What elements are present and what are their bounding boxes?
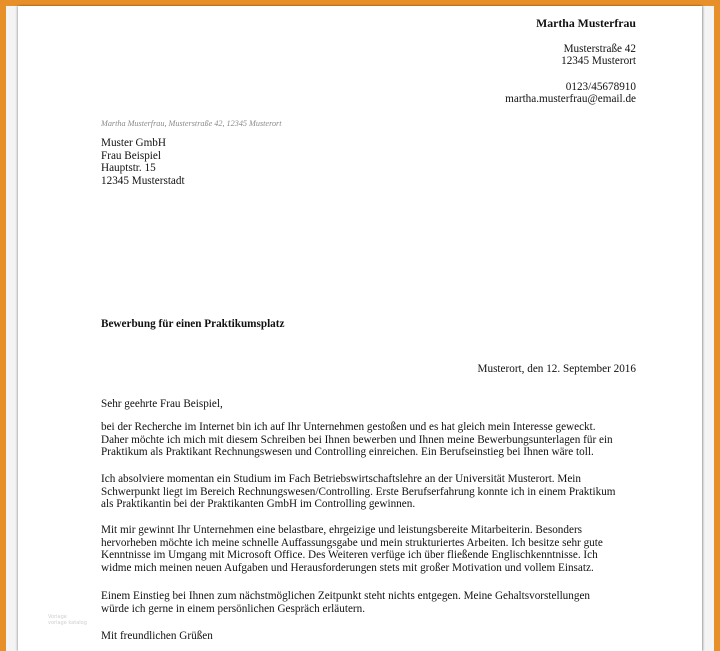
letter-subject: Bewerbung für einen Praktikumsplatz bbox=[101, 318, 285, 330]
paragraph-line: widme mich meinen neuen Aufgaben und Herausforderungen stets mit großer Motivation und vollem Einsatz. bbox=[101, 561, 594, 574]
paragraph-4 bbox=[101, 590, 641, 615]
paragraph-line: hervorheben möchte ich meine schnelle Auffassungsgabe und mein strukturiertes Arbeiten. Ich besitze sehr gute bbox=[101, 536, 603, 549]
salutation-text: Sehr geehrte Frau Beispiel, bbox=[101, 398, 223, 410]
paragraph-line: Daher möchte ich mich mit diesem Schreiben bei Ihnen bewerben und Ihnen meine Bewerbungsunterlagen für ein bbox=[101, 433, 613, 446]
watermark-line: Vorlage bbox=[48, 614, 67, 620]
paragraph-line: Ich absolviere momentan ein Studium im Fach Betriebswirtschaftslehre an der Universität Musterort. Mein bbox=[101, 473, 582, 485]
sender-block bbox=[505, 17, 636, 106]
paragraph-line: Einem Einstieg bei Ihnen zum nächstmöglichen Zeitpunkt steht nichts entgegen. Meine Gehaltsvorstellungen bbox=[101, 590, 591, 602]
paragraph-line: Kenntnisse im Umgang mit Microsoft Office. Des Weiteren verfüge ich über fließende Englischkenntnisse. Ich bbox=[101, 549, 598, 562]
recipient-city: 12345 Musterstadt bbox=[101, 174, 185, 187]
paragraph-line: Praktikum als Praktikant Rechnungswesen und Controlling einreichen. Ein Berufseinstieg bei Ihnen wäre toll. bbox=[101, 446, 594, 459]
paragraph-1 bbox=[101, 421, 641, 459]
salutation bbox=[101, 398, 641, 411]
sender-city: 12345 Musterort bbox=[561, 55, 636, 68]
closing-text: Mit freundlichen Grüßen bbox=[101, 630, 213, 642]
watermark-logo bbox=[48, 614, 87, 626]
closing bbox=[101, 630, 641, 643]
watermark-line: vorlage katalog bbox=[48, 620, 87, 626]
letter-date: Musterort, den 12. September 2016 bbox=[477, 363, 636, 375]
sender-phone: 0123/45678910 bbox=[565, 80, 636, 93]
paragraph-line: Mit mir gewinnt Ihr Unternehmen eine belastbare, ehrgeizige und leistungsbereite Mitarbeiterin. Besonders bbox=[101, 524, 583, 536]
sender-street: Musterstraße 42 bbox=[563, 42, 636, 55]
recipient-contact: Frau Beispiel bbox=[101, 149, 161, 162]
paragraph-2 bbox=[101, 473, 641, 511]
paragraph-3 bbox=[101, 524, 641, 574]
recipient-street: Hauptstr. 15 bbox=[101, 162, 156, 175]
sender-name: Martha Musterfrau bbox=[536, 16, 636, 30]
return-address-line: Martha Musterfrau, Musterstraße 42, 12345 Musterort bbox=[101, 119, 282, 128]
recipient-company: Muster GmbH bbox=[101, 137, 166, 149]
letter-page bbox=[18, 6, 702, 651]
paragraph-line: bei der Recherche im Internet bin ich auf Ihr Unternehmen gestoßen und es hat gleich mein Interesse geweckt. bbox=[101, 421, 596, 433]
paragraph-line: würde ich gerne in einem persönlichen Gespräch erläutern. bbox=[101, 602, 366, 615]
paragraph-line: als Praktikantin bei der Praktikanten GmbH im Controlling gewinnen. bbox=[101, 498, 416, 511]
paragraph-line: Schwerpunkt liegt im Bereich Rechnungswesen/Controlling. Erste Berufserfahrung konnte ich in einem Praktikum bbox=[101, 485, 616, 498]
recipient-block bbox=[101, 137, 185, 187]
sender-email: martha.musterfrau@email.de bbox=[505, 93, 636, 106]
